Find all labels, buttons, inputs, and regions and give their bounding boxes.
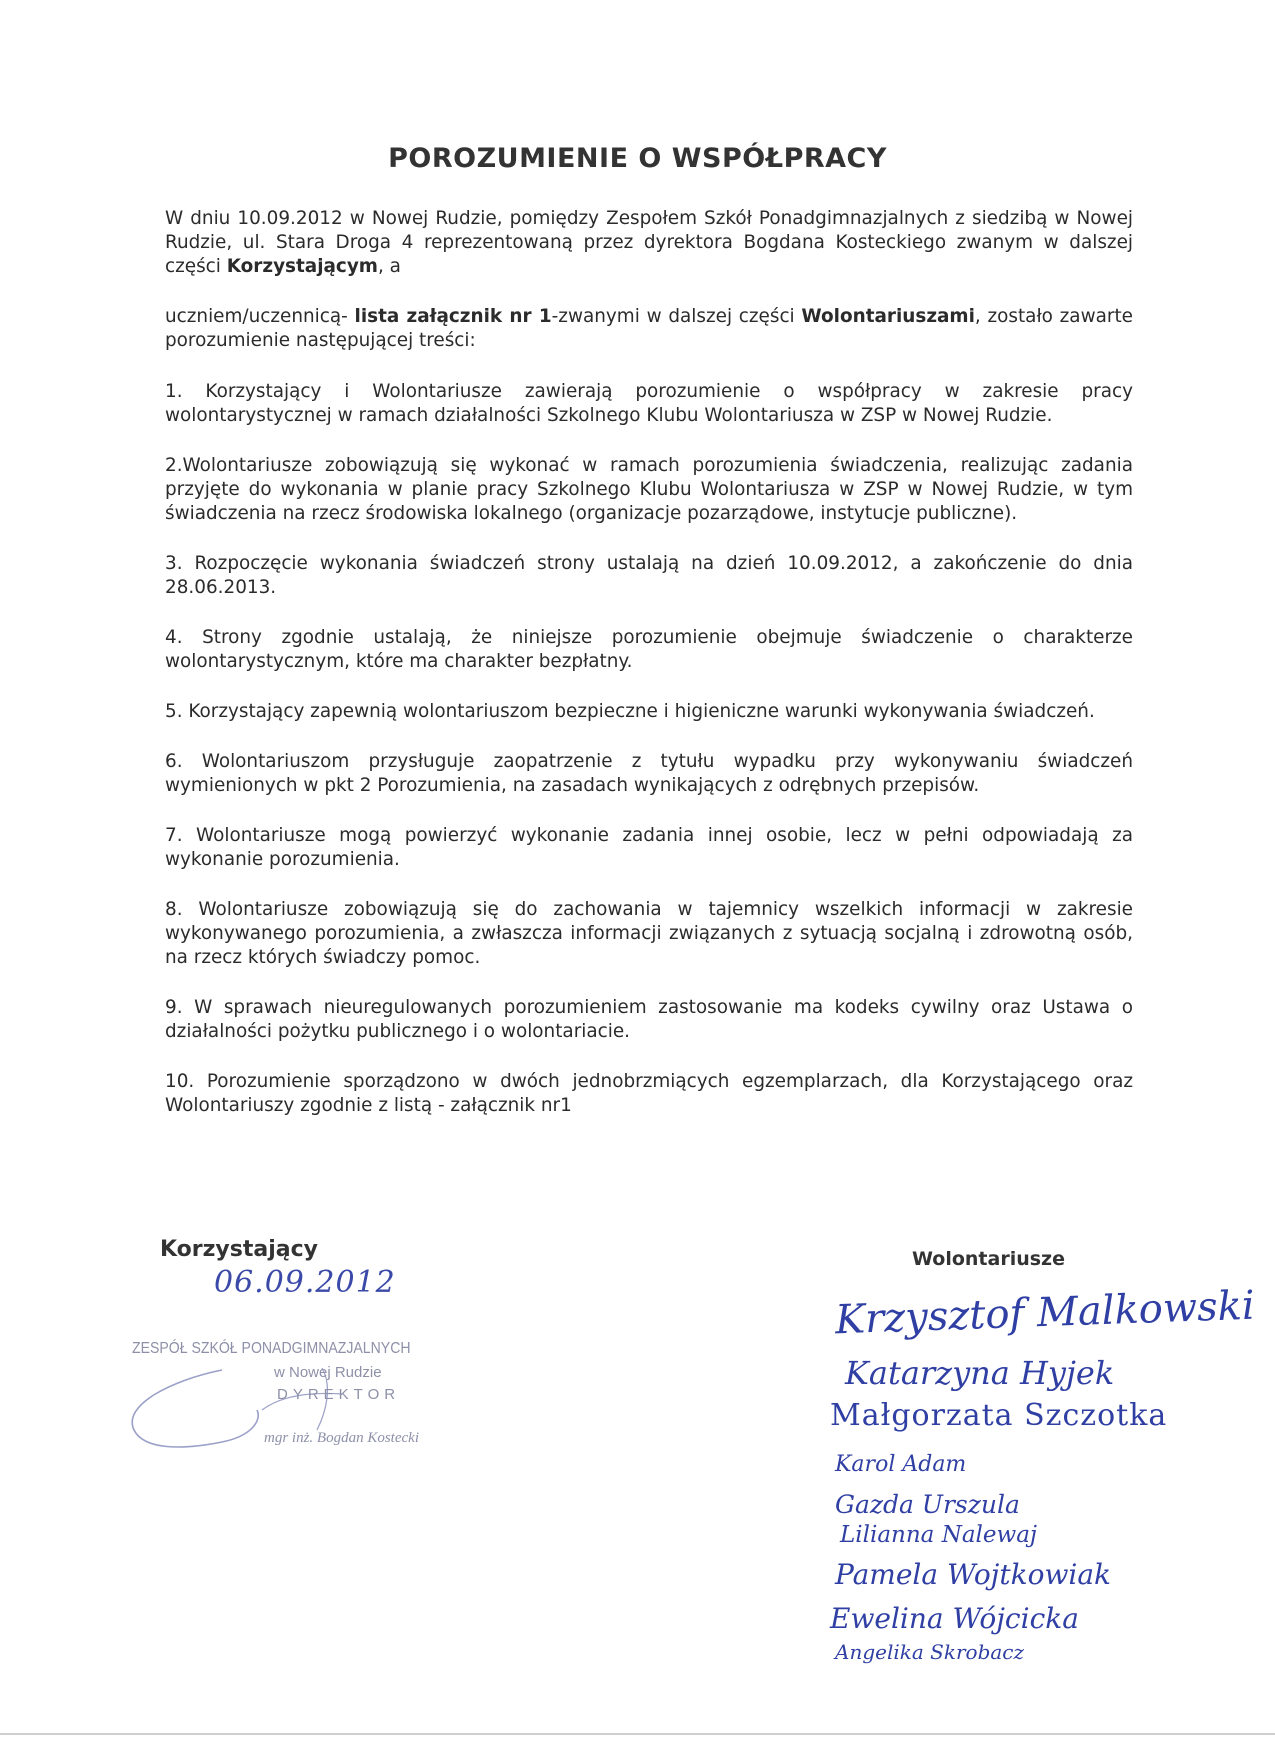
point-2: 2.Wolontariusze zobowiązują się wykonać w ramach porozumienia świadczenia, realizując zadania przyjęte do wykonania w planie pracy Szkolnego Klubu Wolontariusza w ZSP w Nowej Rudzie, w tym świadczenia na rzecz środowiska lokalnego (organizacje pozarządowe, instytucje publiczne). (165, 455, 1133, 524)
point-5: 5. Korzystający zapewnią wolontariuszom bezpieczne i higieniczne warunki wykonywania świadczeń. (165, 701, 1095, 722)
intro-text: , zostało zawarte porozumienie następującej treści: (165, 306, 1133, 351)
point-4: 4. Strony zgodnie ustalają, że niniejsze porozumienie obejmuje świadczenie o charakterze wolontarystycznym, które ma charakter bezpłatny. (165, 627, 1133, 672)
volunteer-signature: Karol Adam (835, 1452, 967, 1477)
volunteer-signature: Pamela Wojtkowiak (835, 1558, 1112, 1591)
volunteer-signature: Lilianna Nalewaj (840, 1522, 1038, 1548)
intro-bold: Wolontariuszami (801, 306, 975, 327)
volunteer-signature: Krzysztof Malkowski (834, 1282, 1256, 1344)
document-title: POROZUMIENIE O WSPÓŁPRACY (388, 143, 887, 174)
intro-bold: Korzystającym (226, 256, 378, 277)
intro-text: , a (377, 256, 401, 277)
intro-text: W dniu 10.09.2012 w Nowej Rudzie, pomiędzy Zespołem Szkół Ponadgimnazjalnych z siedzibą w Nowej Rudzie, ul. Stara Droga 4 reprezentowaną przez dyrektora Bogdana Kosteckiego zwanym w dalszej części (165, 208, 1133, 277)
intro-text: -zwanymi w dalszej części (551, 306, 802, 327)
handwritten-date: 06.09.2012 (214, 1265, 396, 1300)
volunteer-signature: Małgorzata Szczotka (830, 1398, 1168, 1433)
stamp-school-name: ZESPÓŁ SZKÓŁ PONADGIMNAZJALNYCH (132, 1340, 411, 1357)
school-stamp (112, 1310, 432, 1480)
beneficiary-label: Korzystający (160, 1237, 318, 1262)
intro-paragraph-2 (165, 305, 1133, 353)
point-7: 7. Wolontariusze mogą powierzyć wykonanie zadania innej osobie, lecz w pełni odpowiadają za wykonanie porozumienia. (165, 825, 1133, 870)
point-9: 9. W sprawach nieuregulowanych porozumieniem zastosowanie ma kodeks cywilny oraz Ustawa o działalności pożytku publicznego i o wolontariacie. (165, 997, 1133, 1042)
document-body (165, 207, 1133, 1144)
stamp-location: w Nowej Rudzie (274, 1364, 382, 1381)
intro-text: uczniem/uczennicą- (165, 306, 355, 327)
point-3: 3. Rozpoczęcie wykonania świadczeń strony ustalają na dzień 10.09.2012, a zakończenie do dnia 28.06.2013. (165, 553, 1133, 598)
volunteer-signature: Angelika Skrobacz (835, 1640, 1025, 1664)
volunteer-signature: Ewelina Wójcicka (830, 1602, 1079, 1635)
stamp-role: DYREKTOR (277, 1386, 401, 1403)
volunteers-label: Wolontariusze (912, 1248, 1065, 1270)
intro-paragraph-1 (165, 207, 1133, 279)
volunteer-signatures (820, 1282, 1256, 1664)
point-1: 1. Korzystający i Wolontariusze zawierają porozumienie o współpracy w zakresie pracy wolontarystycznej w ramach działalności Szkolnego Klubu Wolontariusza w ZSP w Nowej Rudzie. (165, 381, 1133, 426)
stamp-director-name: mgr inż. Bogdan Kostecki (264, 1430, 419, 1446)
scan-edge-line (0, 1733, 1275, 1735)
point-8: 8. Wolontariusze zobowiązują się do zachowania w tajemnicy wszelkich informacji w zakresie wykonywanego porozumienia, a zwłaszcza informacji związanych z sytuacją socjalną i zdrowotną osób, na rzecz których świadczy pomoc. (165, 899, 1133, 968)
volunteer-signature: Gazda Urszula (835, 1490, 1020, 1519)
point-10: 10. Porozumienie sporządzono w dwóch jednobrzmiących egzemplarzach, dla Korzystającego oraz Wolontariuszy zgodnie z listą - załącznik nr1 (165, 1071, 1133, 1116)
point-6: 6. Wolontariuszom przysługuje zaopatrzenie z tytułu wypadku przy wykonywaniu świadczeń wymienionych w pkt 2 Porozumienia, na zasadach wynikających z odrębnych przepisów. (165, 751, 1133, 796)
intro-bold: lista załącznik nr 1 (354, 306, 552, 327)
volunteer-signature: Katarzyna Hyjek (845, 1354, 1115, 1392)
